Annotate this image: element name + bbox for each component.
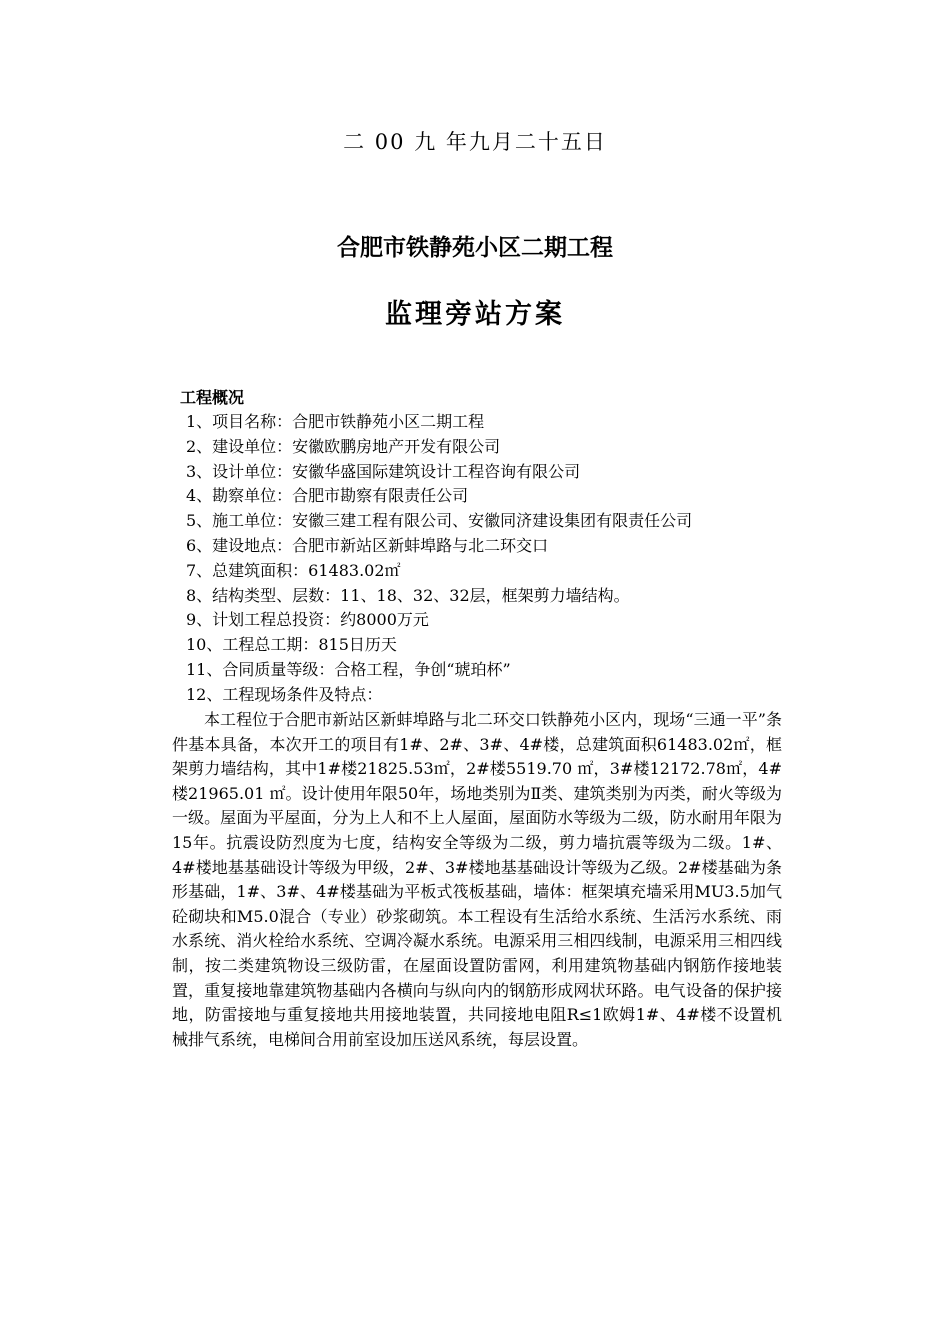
document-date: 二 00 九 年九月二十五日 [343, 130, 607, 154]
info-item-owner: 2、建设单位：安徽欧鹏房地产开发有限公司 [186, 436, 501, 456]
site-description-paragraph: 本工程位于合肥市新站区新蚌埠路与北二环交口铁静苑小区内，现场“三通一平”条件基本具备，本次开工的项目有1#、2#、3#、4#楼，总建筑面积61483.02㎡，框架剪力墙结构，其中1#楼21825.53㎡，2#楼5519.70 ㎡，3#楼12172.78㎡，4#楼21965.01 ㎡。设计使用年限50年，场地类别为Ⅱ类、建筑类别为丙类，耐火等级为一级。屋面为平屋面，分为上人和不上人屋面，屋面防水等级为二级，防水耐用年限为15年。抗震设防烈度为七度，结构安全等级为二级，剪力墙抗震等级为二级。1#、4#楼地基基础设计等级为甲级，2#、3#楼地基基础设计等级为乙级。2#楼基础为条形基础，1#、3#、4#楼基础为平板式筏板基础，墙体：框架填充墙采用MU3.5加气砼砌块和M5.0混合（专业）砂浆砌筑。本工程设有生活给水系统、生活污水系统、雨水系统、消火栓给水系统、空调冷凝水系统。电源采用三相四线制，电源采用三相四线制，按二类建筑物设三级防雷，在屋面设置防雷网，利用建筑物基础内钢筋作接地装置，重复接地靠建筑物基础内各横向与纵向内的钢筋形成网状环路。电气设备的保护接地，防雷接地与重复接地共用接地装置，共同接地电阻R≤1欧姆1#、4#楼不设置机械排气系统，电梯间合用前室设加压送风系统，每层设置。 [172, 710, 782, 1049]
info-item-quality-grade: 11、合同质量等级：合格工程，争创“琥珀杯” [186, 659, 511, 679]
document-subtitle: 监理旁站方案 [385, 299, 565, 330]
info-item-total-area: 7、总建筑面积：61483.02㎡ [186, 560, 401, 580]
info-item-location: 6、建设地点：合肥市新站区新蚌埠路与北二环交口 [186, 535, 549, 555]
info-item-site-conditions: 12、工程现场条件及特点： [186, 684, 383, 704]
info-item-project-name: 1、项目名称：合肥市铁静苑小区二期工程 [186, 412, 485, 431]
info-item-surveyor: 4、勘察单位：合肥市勘察有限责任公司 [186, 486, 469, 506]
info-item-structure: 8、结构类型、层数：11、18、32、32层，框架剪力墙结构。 [186, 585, 630, 605]
section-heading: 工程概况 [180, 388, 245, 407]
info-item-contractor: 5、施工单位：安徽三建工程有限公司、安徽同济建设集团有限责任公司 [186, 511, 693, 531]
info-item-designer: 3、设计单位：安徽华盛国际建筑设计工程咨询有限公司 [186, 461, 581, 481]
project-info-list [186, 410, 786, 708]
info-item-investment: 9、计划工程总投资：约8000万元 [186, 610, 429, 630]
info-item-duration: 10、工程总工期：815日历天 [186, 635, 397, 655]
project-title: 合肥市铁静苑小区二期工程 [337, 235, 613, 261]
